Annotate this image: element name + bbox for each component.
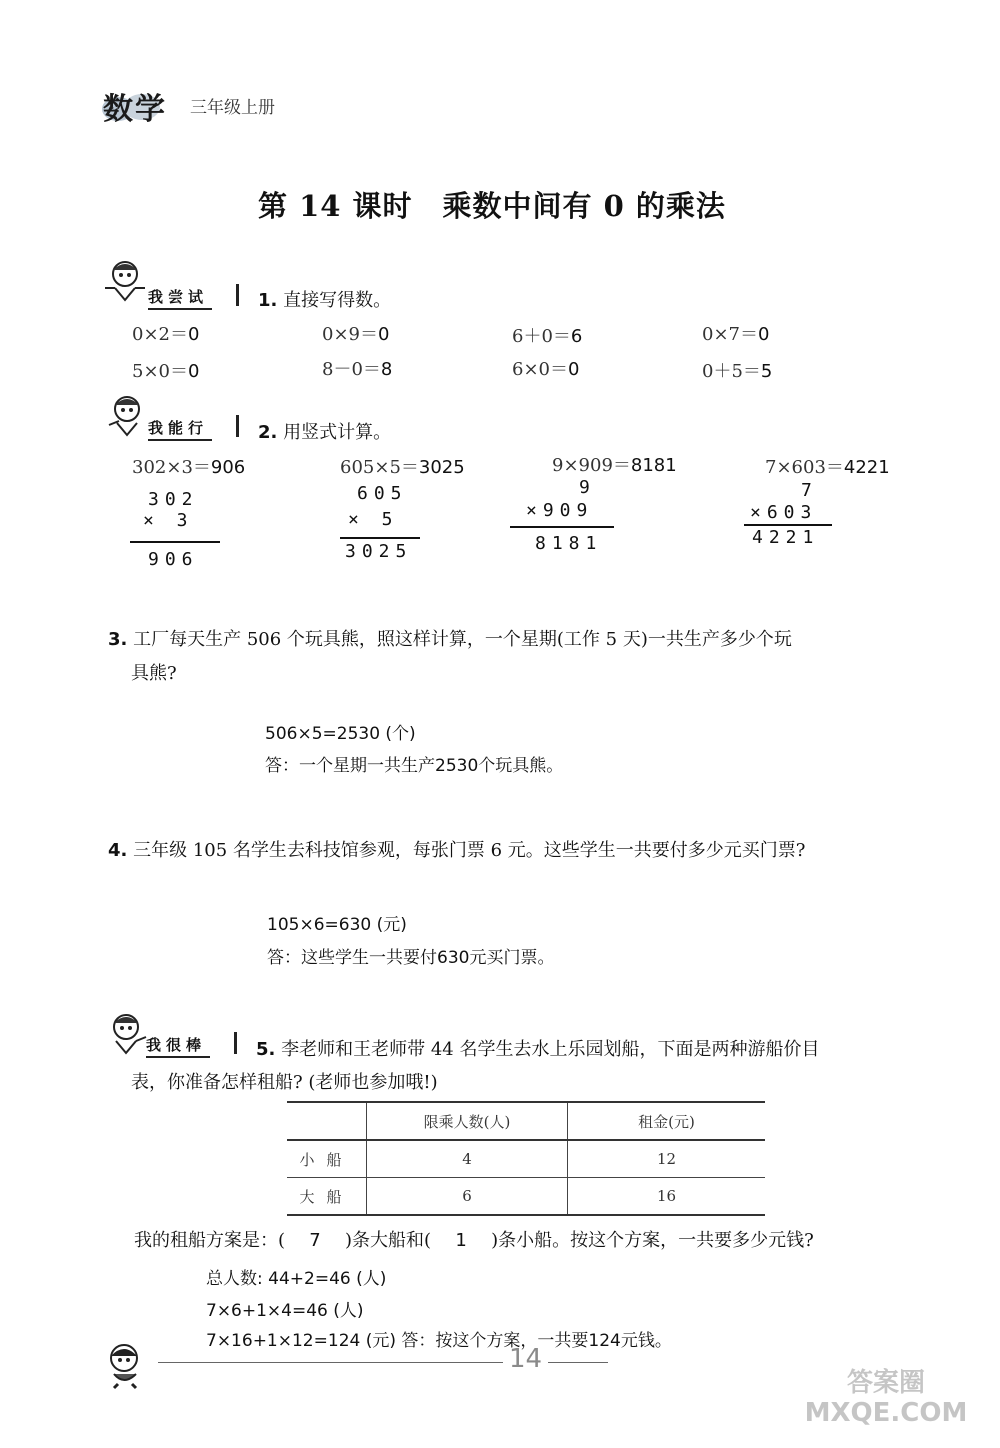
table-cell: 小船	[287, 1140, 367, 1178]
vertical-multiplier: ×603	[750, 502, 818, 523]
vertical-multiplier: × 5	[348, 509, 399, 530]
q3-work: 506×5=2530 (个)	[265, 724, 416, 744]
table-row	[287, 1140, 765, 1178]
table-header-row	[287, 1102, 765, 1140]
header-grade: 三年级上册	[190, 98, 275, 118]
q4-text: 4. 三年级 105 名学生去科技馆参观，每张门票 6 元。这些学生一共要付多少元买门票?	[108, 840, 806, 861]
table-cell: 12	[568, 1140, 766, 1178]
section-tag-great: 我很棒	[146, 1034, 210, 1058]
q1-item: 5×0＝0	[132, 361, 200, 382]
vertical-line	[340, 537, 420, 539]
q2-equation: 7×603＝4221	[765, 457, 890, 478]
watermark: 答案圈 MXQE.COM	[804, 1368, 968, 1428]
section-divider	[234, 1032, 237, 1054]
header-subject: 数学	[103, 92, 167, 127]
vertical-result: 906	[148, 549, 199, 570]
page-title: 第 14 课时 乘数中间有 0 的乘法	[258, 189, 726, 223]
q2-text: 用竖式计算。	[283, 422, 392, 443]
q4-work: 105×6=630 (元)	[267, 915, 407, 935]
q1-text: 直接写得数。	[283, 290, 392, 311]
table-cell: 6	[367, 1178, 568, 1216]
q2-equation: 605×5＝3025	[340, 457, 465, 478]
q5-work-2: 7×6+1×4=46 (人)	[206, 1301, 364, 1321]
boat-price-table	[287, 1101, 765, 1216]
q5-work-1: 总人数: 44+2=46 (人)	[206, 1269, 387, 1289]
vertical-top: 302	[148, 489, 199, 510]
q2-number: 2.	[258, 422, 278, 443]
footer-line	[158, 1362, 503, 1363]
table-cell: 大船	[287, 1178, 367, 1216]
q2-prompt	[258, 418, 391, 444]
q5-line1: 5. 李老师和王老师带 44 名学生去水上乐园划船，下面是两种游船价目	[256, 1039, 820, 1060]
footer-mascot-icon	[100, 1340, 152, 1394]
q1-item: 8－0＝8	[322, 359, 393, 380]
table-cell: 租金(元)	[568, 1102, 766, 1140]
section-divider	[236, 284, 239, 306]
q4-answer: 答：这些学生一共要付630元买门票。	[267, 948, 555, 968]
vertical-top: 605	[357, 483, 408, 504]
page-number: 14	[509, 1344, 543, 1374]
plan-small-answer: 1	[455, 1230, 467, 1251]
q5-line2: 表，你准备怎样租船? (老师也参加哦!)	[131, 1072, 438, 1093]
vertical-top: 9	[579, 477, 596, 498]
footer-line	[548, 1362, 608, 1363]
section-divider	[236, 415, 239, 437]
vertical-line	[744, 524, 832, 526]
q1-item: 6×0＝0	[512, 359, 580, 380]
mascot-icon	[105, 393, 149, 443]
q2-equation: 9×909＝8181	[552, 455, 677, 476]
q1-item: 6＋0＝6	[512, 326, 583, 347]
q1-item: 0×2＝0	[132, 324, 200, 345]
q5-work-3: 7×16+1×12=124 (元) 答：按这个方案，一共要124元钱。	[206, 1331, 672, 1351]
q1-item: 0×7＝0	[702, 324, 770, 345]
table-cell	[287, 1102, 367, 1140]
vertical-multiplier: ×909	[526, 500, 594, 521]
plan-big-answer: 7	[309, 1230, 321, 1251]
vertical-result: 3025	[345, 541, 413, 562]
q3-answer: 答：一个星期一共生产2530个玩具熊。	[265, 756, 564, 776]
table-cell: 限乘人数(人)	[367, 1102, 568, 1140]
mascot-icon	[103, 258, 147, 308]
section-tag-try: 我尝试	[148, 286, 212, 310]
q3-line2: 具熊?	[131, 663, 177, 684]
q3-line1: 3. 工厂每天生产 506 个玩具熊，照这样计算，一个星期(工作 5 天)一共生产多少个玩	[108, 629, 792, 650]
q1-item: 0＋5＝5	[702, 361, 773, 382]
q1-number: 1.	[258, 290, 278, 311]
table-cell: 16	[568, 1178, 766, 1216]
table-cell: 4	[367, 1140, 568, 1178]
table-row	[287, 1178, 765, 1216]
vertical-result: 4221	[752, 527, 820, 548]
q2-equation: 302×3＝906	[132, 457, 246, 478]
q1-prompt	[258, 286, 391, 312]
vertical-multiplier: × 3	[143, 510, 194, 531]
vertical-line	[510, 526, 614, 528]
mascot-icon	[104, 1011, 148, 1061]
section-tag-can: 我能行	[148, 417, 212, 441]
q1-item: 0×9＝0	[322, 324, 390, 345]
vertical-top: 7	[801, 480, 818, 501]
vertical-result: 8181	[535, 533, 603, 554]
vertical-line	[130, 541, 220, 543]
q5-plan: 我的租船方案是：( 7 )条大船和( 1 )条小船。按这个方案，一共要多少元钱?	[134, 1230, 814, 1251]
